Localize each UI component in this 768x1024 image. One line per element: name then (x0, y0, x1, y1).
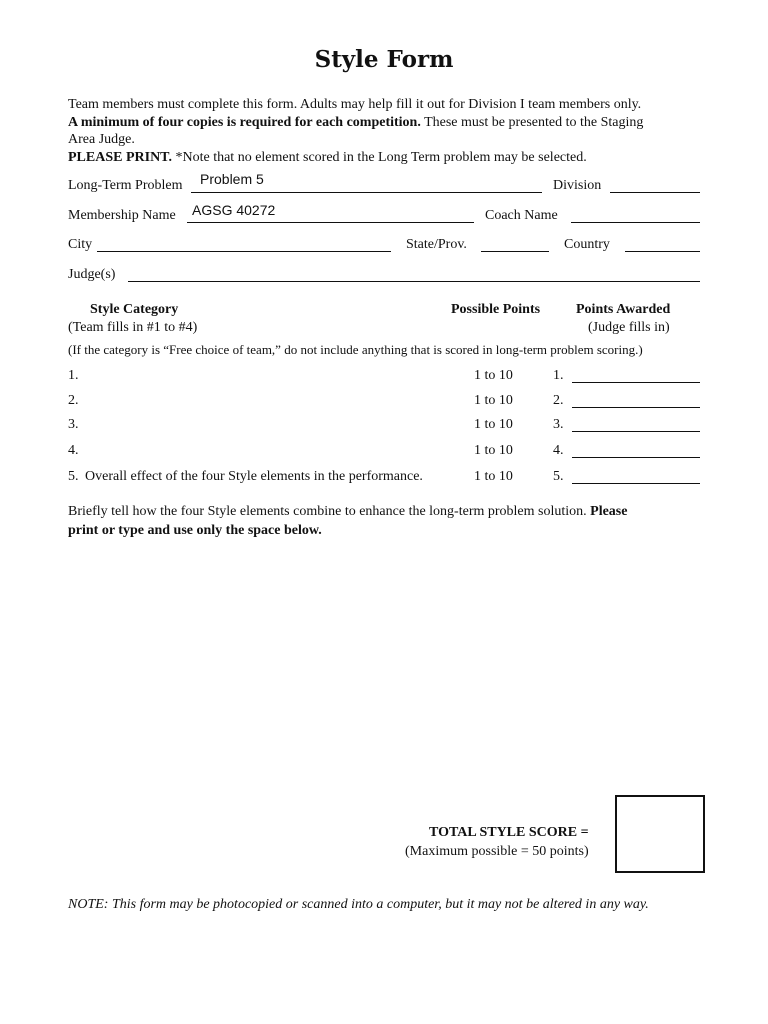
row-5-points: 1 to 10 (474, 469, 513, 484)
page-title: Style Form (314, 46, 454, 73)
coach-name-label: Coach Name (485, 208, 558, 223)
row-3-points: 1 to 10 (474, 417, 513, 432)
row-4-points: 1 to 10 (474, 443, 513, 458)
row-3-award-number: 3. (553, 417, 564, 432)
row-4-number: 4. (68, 443, 79, 458)
style-category-header: Style Category (90, 302, 179, 317)
row-3-number: 3. (68, 417, 79, 432)
intro-line-4 (68, 149, 587, 166)
intro-note: *Note that no element scored in the Long Term problem may be selected. (171, 150, 587, 165)
membership-name-field[interactable]: AGSG 40272 (192, 202, 276, 218)
judges-label: Judge(s) (68, 267, 116, 282)
row-4-award-number: 4. (553, 443, 564, 458)
row-3-award-field[interactable] (572, 431, 700, 432)
coach-name-field[interactable] (571, 222, 700, 223)
row-5-award-field[interactable] (572, 483, 700, 484)
max-possible-note: (Maximum possible = 50 points) (405, 844, 589, 859)
judge-fills-note: (Judge fills in) (588, 320, 670, 335)
footer-note: NOTE: This form may be photocopied or scanned into a computer, but it may not be altered in any way. (68, 897, 649, 912)
team-fills-note: (Team fills in #1 to #4) (68, 320, 198, 335)
intro-line-1: Team members must complete this form. Adults may help fill it out for Division I team members only. (68, 97, 642, 112)
explain-line-1 (68, 504, 627, 520)
row-5-text: Overall effect of the four Style elements in the performance. (85, 469, 423, 484)
division-label: Division (553, 178, 602, 193)
country-label: Country (564, 237, 610, 252)
judges-field[interactable] (128, 281, 700, 282)
row-2-award-field[interactable] (572, 407, 700, 408)
row-1-number: 1. (68, 368, 79, 383)
free-choice-note: (If the category is “Free choice of team,” do not include anything that is scored in long-term problem scoring.) (68, 342, 643, 357)
row-2-number: 2. (68, 393, 79, 408)
total-style-score-label: TOTAL STYLE SCORE = (429, 825, 589, 840)
long-term-problem-line (191, 192, 542, 193)
intro-presented: These must be presented to the Staging (420, 115, 644, 130)
intro-min-copies: A minimum of four copies is required for each competition. (68, 115, 421, 130)
explain-text: Briefly tell how the four Style elements combine to enhance the long-term problem solution. (68, 504, 587, 519)
response-area[interactable] (68, 545, 700, 780)
row-5-number: 5. (68, 469, 79, 484)
points-awarded-header: Points Awarded (576, 302, 671, 317)
long-term-problem-field[interactable]: Problem 5 (200, 171, 264, 187)
row-5-award-number: 5. (553, 469, 564, 484)
long-term-problem-label: Long-Term Problem (68, 178, 183, 193)
explain-please: Please (590, 504, 628, 519)
intro-line-3: Area Judge. (68, 132, 135, 147)
row-2-award-number: 2. (553, 393, 564, 408)
state-prov-field[interactable] (481, 251, 549, 252)
city-field[interactable] (97, 251, 391, 252)
row-2-points: 1 to 10 (474, 393, 513, 408)
division-field[interactable] (610, 192, 700, 193)
total-score-box[interactable] (615, 795, 705, 873)
country-field[interactable] (625, 251, 700, 252)
intro-line-2 (68, 114, 643, 131)
state-prov-label: State/Prov. (406, 237, 467, 252)
city-label: City (68, 237, 93, 252)
row-4-award-field[interactable] (572, 457, 700, 458)
membership-name-label: Membership Name (68, 208, 176, 223)
row-1-award-field[interactable] (572, 382, 700, 383)
possible-points-header: Possible Points (451, 302, 541, 317)
please-print: PLEASE PRINT. (68, 150, 172, 165)
row-1-points: 1 to 10 (474, 368, 513, 383)
membership-name-line (187, 222, 474, 223)
explain-line-2: print or type and use only the space below. (68, 523, 322, 538)
row-1-award-number: 1. (553, 368, 564, 383)
